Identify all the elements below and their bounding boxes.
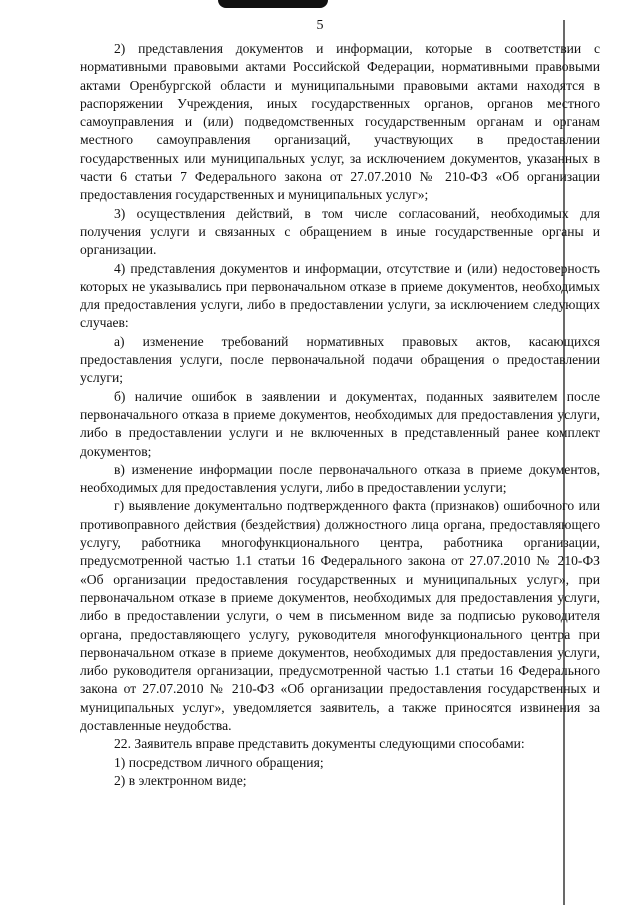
paragraph-item-4: 4) представления документов и информации, отсутствие и (или) недостоверность которых не указывались при первоначальном отказе в приеме документов, необходимых для предоставления услуги, либо в предоставлении услуги, за исключением следующих случаев: <box>80 260 600 331</box>
scan-artifact <box>218 0 328 8</box>
paragraph-method-1: 1) посредством личного обращения; <box>114 754 324 770</box>
paragraph-item-3: 3) осуществления действий, в том числе согласований, необходимых для получения услуги и связанных с обращением в иные государственные органы и организации. <box>80 205 600 258</box>
document-body <box>80 40 600 790</box>
paragraph-subitem-v: в) изменение информации после первоначального отказа в приеме документов, необходимых для предоставления услуги, либо в предоставлении услуги; <box>80 461 600 496</box>
paragraph-subitem-a: а) изменение требований нормативных правовых актов, касающихся предоставления услуги, после первоначальной подачи обращения о предоставлении услуги; <box>80 333 600 386</box>
paragraph-method-2: 2) в электронном виде; <box>114 772 247 788</box>
paragraph-section-22: 22. Заявитель вправе представить документы следующими способами: <box>114 736 525 752</box>
page-number: 5 <box>316 18 324 33</box>
paragraph-subitem-g: г) выявление документально подтвержденного факта (признаков) ошибочного или противоправного действия (бездействия) должностного лица органа, предоставляющего услугу, работника многофункционального центра, работника организации, предусмотренной частью 1.1 статьи 16 Федерального закона от 27.07.2010 № 210-ФЗ «Об организации предоставления государственных и муниципальных услуг», при первоначальном отказе в приеме документов, необходимых для предоставления услуги, либо в предоставлении услуги, о чем в письменном виде за подписью руководителя органа, предоставляющего услугу, руководителя многофункционального центра при первоначальном отказе в приеме документов, необходимых для предоставления услуги, либо руководителя организации, предусмотренной частью 1.1 статьи 16 Федерального закона от 27.07.2010 № 210-ФЗ «Об организации предоставления государственных и муниципальных услуг», уведомляется заявитель, а также приносятся извинения за доставленные неудобства. <box>80 498 600 733</box>
paragraph-item-2: 2) представления документов и информации, которые в соответствии с нормативными правовыми актами Российской Федерации, нормативными правовыми актами Оренбургской области и муниципальными правовыми актами находятся в распоряжении Учреждения, иных государственных органов, органов местного самоуправления и (или) подведомственных государственным органам и органам местного самоуправления организаций, участвующих в предоставлении государственных или муниципальных услуг, за исключением документов, указанных в части 6 статьи 7 Федерального закона от 27.07.2010 № 210-ФЗ «Об организации предоставления государственных и муниципальных услуг»; <box>80 41 600 203</box>
paragraph-subitem-b: б) наличие ошибок в заявлении и документах, поданных заявителем после первоначального отказа в приеме документов, необходимых для предоставления услуги, либо в предоставлении услуги и не включенных в представленный ранее комплект документов; <box>80 388 600 459</box>
